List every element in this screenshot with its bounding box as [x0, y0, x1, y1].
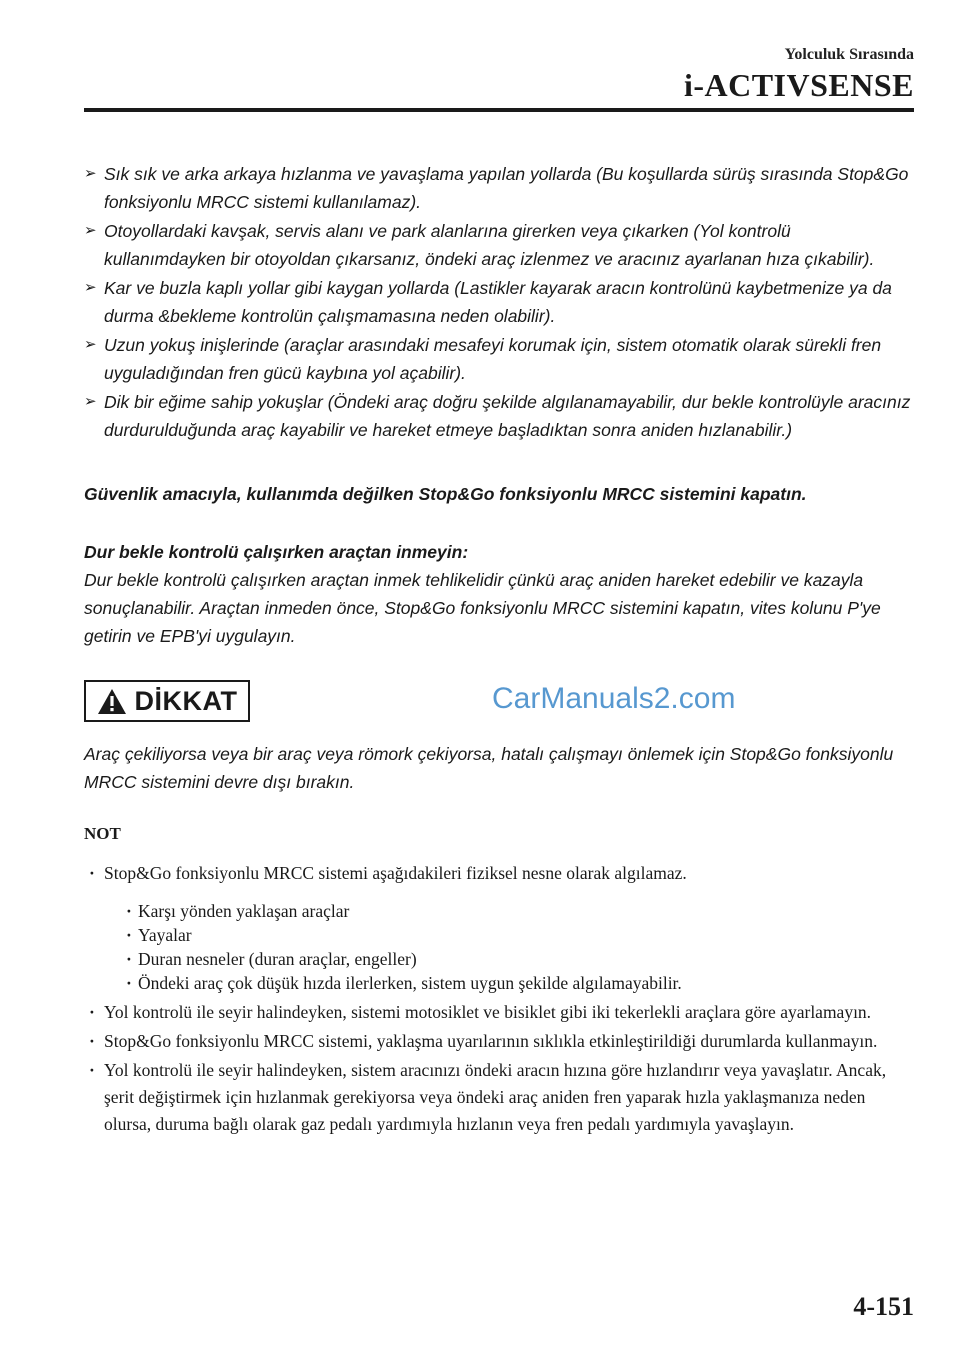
page-number: 4-151	[853, 1292, 914, 1321]
list-item: · Yayalar	[126, 925, 192, 945]
arrow-bullet-icon: ➢	[84, 222, 97, 239]
caution-header	[84, 680, 914, 724]
list-item: · Stop&Go fonksiyonlu MRCC sistemi, yaklaşma uyarılarının sıklıkla etkinleştirildiği durumlarda kullanmayın.	[84, 1028, 914, 1055]
caution-badge	[84, 680, 250, 722]
list-item: · Yol kontrolü ile seyir halindeyken, sistem aracınızı öndeki aracın hızına göre hızlandırır veya yavaşlatır. Ancak, şerit değiştirmek için hızlanmak gerekiyorsa veya öndeki araç aniden fren yaparak hızla yaklaşmanıza neden olursa, duruma bağlı olarak gaz pedalı yardımıyla hızlanın veya fren pedalı yardımıyla yavaşlayın.	[84, 1057, 914, 1138]
section-label: Yolculuk Sırasında	[784, 46, 914, 63]
list-item: ➢ Sık sık ve arka arkaya hızlanma ve yavaşlama yapılan yollarda (Bu koşullarda sürüş sırasında Stop&Go fonksiyonlu MRCC sistemi kullanılamaz).	[84, 160, 914, 216]
arrow-bullet-icon: ➢	[84, 279, 97, 296]
safety-statement: Güvenlik amacıyla, kullanımda değilken Stop&Go fonksiyonlu MRCC sistemini kapatın.	[84, 484, 807, 504]
note-title: NOT	[84, 824, 121, 843]
bullet-dot-icon: ·	[89, 1031, 95, 1051]
list-item: ➢ Dik bir eğime sahip yokuşlar (Öndeki araç doğru şekilde algılanamayabilir, dur bekle kontrolüyle aracınız durdurulduğunda araç kayabilir ve hareket etmeye başladıktan sonra aniden hızlanabilir.)	[84, 388, 914, 444]
arrow-bullet-icon: ➢	[84, 393, 97, 410]
bullet-dot-icon: ·	[126, 925, 132, 945]
warning-body: Dur bekle kontrolü çalışırken araçtan inmek tehlikelidir çünkü araç aniden hareket edebilir ve kazayla sonuçlanabilir. Araçtan inmeden önce, Stop&Go fonksiyonlu MRCC sistemini kapatın, vites kolunu P'ye getirin ve EPB'yi uygulayın.	[84, 570, 881, 646]
bullet-dot-icon: ·	[126, 949, 132, 969]
condition-list	[84, 160, 914, 444]
bullet-dot-icon: ·	[126, 973, 132, 993]
arrow-bullet-icon: ➢	[84, 165, 97, 182]
page-header	[684, 46, 914, 103]
bullet-dot-icon: ·	[89, 863, 95, 883]
note-sublist	[104, 899, 914, 995]
list-item: · Karşı yönden yaklaşan araçlar	[126, 901, 350, 921]
list-item: · Stop&Go fonksiyonlu MRCC sistemi aşağıdakileri fiziksel nesne olarak algılamaz. · Karşı yönden yaklaşan araçlar · Yayalar · Duran nesneler (duran araçlar, engeller) · Öndeki araç çok düşük hızda ilerlerken, sistem uygun şekilde algılamayabilir.	[84, 860, 914, 995]
arrow-bullet-icon: ➢	[84, 336, 97, 353]
list-item: ➢ Otoyollardaki kavşak, servis alanı ve park alanlarına girerken veya çıkarken (Yol kontrolü kullanımdayken bir otoyoldan çıkarsanız, öndeki araç izlenmez ve aracınız ayarlanan hıza çıkabilir).	[84, 217, 914, 273]
header-divider	[84, 108, 914, 112]
page-content	[84, 160, 914, 1140]
list-item: · Duran nesneler (duran araçlar, engeller)	[126, 949, 417, 969]
bullet-dot-icon: ·	[89, 1060, 95, 1080]
caution-label: DİKKAT	[134, 685, 238, 716]
warning-triangle-icon	[97, 688, 127, 715]
caution-text: Araç çekiliyorsa veya bir araç veya römork çekiyorsa, hatalı çalışmayı önlemek için Stop&Go fonksiyonlu MRCC sistemini devre dışı bırakın.	[84, 744, 894, 792]
bullet-dot-icon: ·	[126, 901, 132, 921]
warning-block	[84, 538, 914, 650]
note-list	[84, 860, 914, 1138]
note-block	[84, 824, 914, 1138]
list-item: ➢ Uzun yokuş inişlerinde (araçlar arasındaki mesafeyi korumak için, sistem otomatik olarak sürekli fren uyguladığından fren gücü kaybına yol açabilir).	[84, 331, 914, 387]
chapter-title: i-ACTIVSENSE	[683, 67, 914, 103]
list-item: ➢ Kar ve buzla kaplı yollar gibi kaygan yollarda (Lastikler kayarak aracın kontrolünü kaybetmenize ya da durma &bekleme kontrolün çalışmamasına neden olabilir).	[84, 274, 914, 330]
list-item: · Öndeki araç çok düşük hızda ilerlerken, sistem uygun şekilde algılamayabilir.	[126, 973, 682, 993]
list-item: · Yol kontrolü ile seyir halindeyken, sistemi motosiklet ve bisiklet gibi iki tekerlekli araçlara göre ayarlamayın.	[84, 999, 914, 1026]
watermark-text: CarManuals2.com	[492, 682, 736, 715]
warning-heading: Dur bekle kontrolü çalışırken araçtan inmeyin:	[84, 542, 469, 562]
bullet-dot-icon: ·	[89, 1002, 95, 1022]
